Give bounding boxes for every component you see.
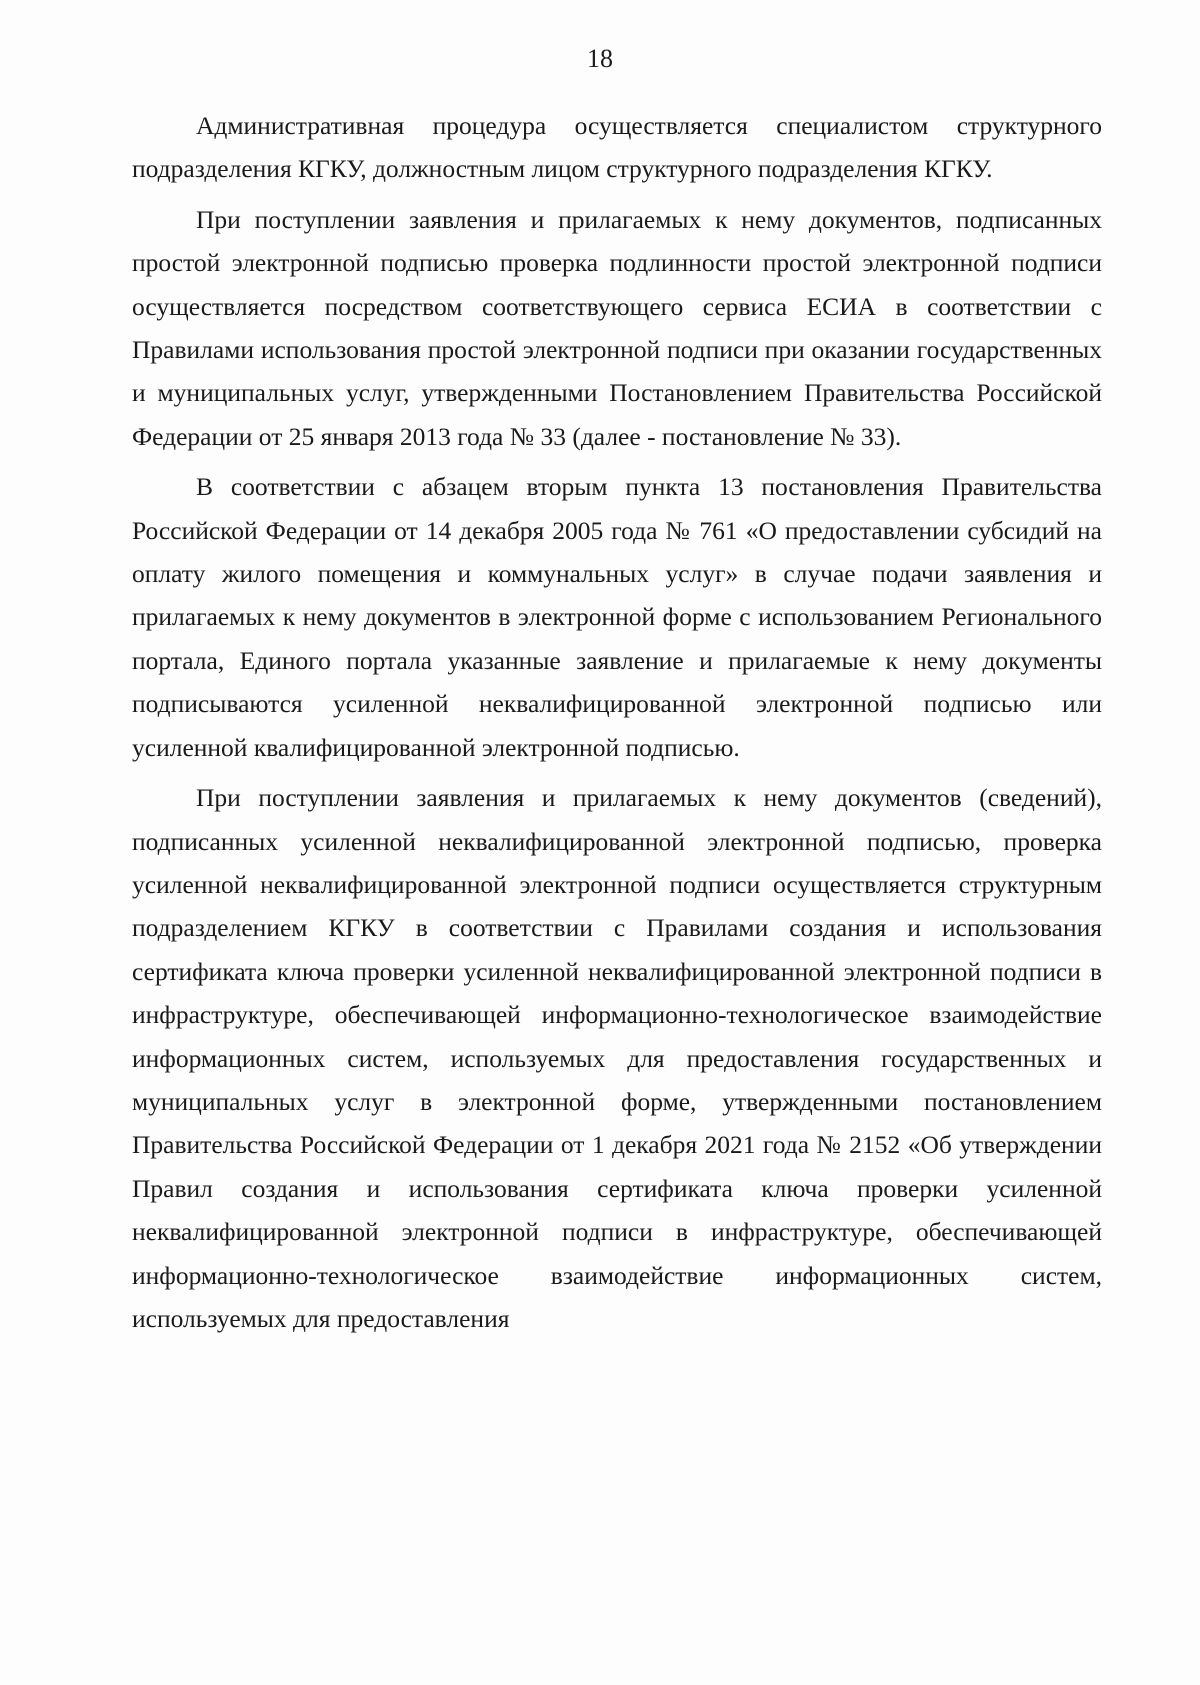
paragraph-subsidy-signature-requirement: В соответствии с абзацем вторым пункта 13 постановления Правительства Российской Федерации от 14 декабря 2005 года № 761 «О предоставлении субсидий на оплату жилого помещения и коммунальных услуг» в случае подачи заявления и прилагаемых к нему документов в электронной форме с использованием Регионального портала, Единого портала указанные заявление и прилагаемые к нему документы подписываются усиленной неквалифицированной электронной подписью или усиленной квалифицированной электронной подписью. [132, 472, 1102, 762]
paragraph-simple-signature-check: При поступлении заявления и прилагаемых к нему документов, подписанных простой электронной подписью проверка подлинности простой электронной подписи осуществляется посредством соответствующего сервиса ЕСИА в соответствии с Правилами использования простой электронной подписи при оказании государственных и муниципальных услуг, утвержденными Постановлением Правительства Российской Федерации от 25 января 2013 года № 33 (далее - постановление № 33). [132, 204, 1102, 451]
document-body [132, 104, 1102, 1347]
paragraph-procedure-performer: Административная процедура осуществляется специалистом структурного подразделения КГКУ, должностным лицом структурного подразделения КГКУ. [132, 111, 1102, 184]
page-number: 18 [587, 44, 613, 73]
paragraph-enhanced-signature-check: При поступлении заявления и прилагаемых к нему документов (сведений), подписанных усиленной неквалифицированной электронной подписью, проверка усиленной неквалифицированной электронной подписи осуществляется структурным подразделением КГКУ в соответствии с Правилами создания и использования сертификата ключа проверки усиленной неквалифицированной электронной подписи в инфраструктуре, обеспечивающей информационно-технологическое взаимодействие информационных систем, используемых для предоставления государственных и муниципальных услуг в электронной форме, утвержденными постановлением Правительства Российской Федерации от 1 декабря 2021 года № 2152 «Об утверждении Правил создания и использования сертификата ключа проверки усиленной неквалифицированной электронной подписи в инфраструктуре, обеспечивающей информационно-технологическое взаимодействие информационных систем, используемых для предоставления [132, 783, 1102, 1333]
